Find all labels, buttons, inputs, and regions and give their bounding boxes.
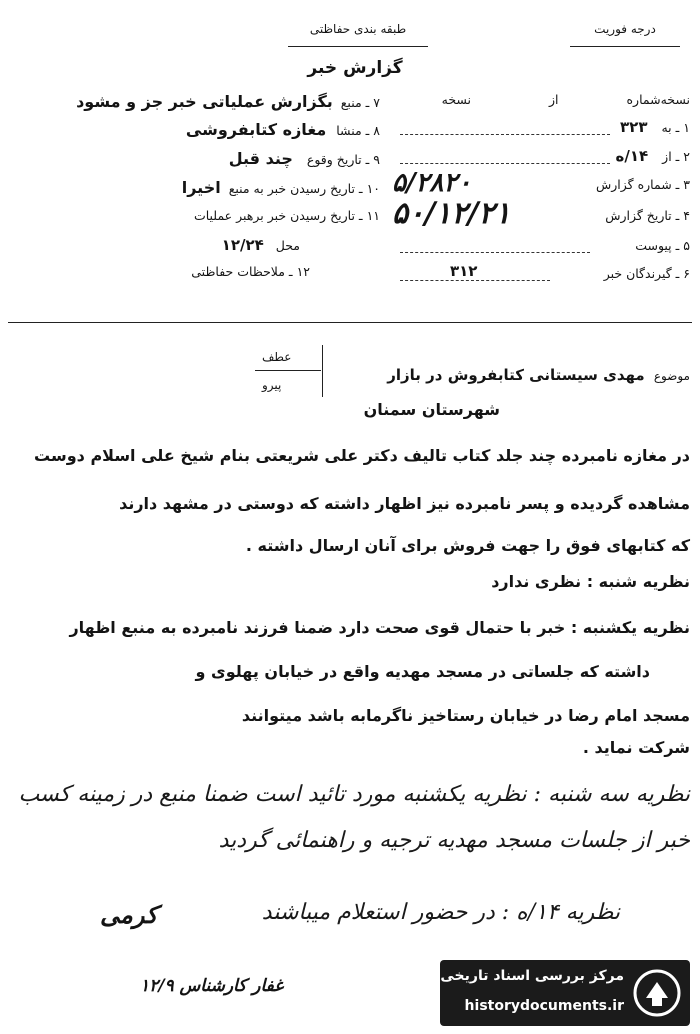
ops-receipt-field [10,208,380,223]
event-date-value: چند قبل [228,149,293,168]
copy-row [390,92,690,107]
notes-label: ۱۲ ـ ملاحظات حفاظتی [191,264,310,279]
from-label: ۲ ـ از [662,149,690,164]
source-receipt-label: ۱۰ ـ تاریخ رسیدن خبر به منبع [228,181,380,196]
body-line: مشاهده گردیده و پسر نامبرده نیز اظهار داشته که دوستی در مشهد دارند [119,494,690,513]
recipients-value: ۳۱۲ [450,262,478,280]
attachment-field [390,238,690,253]
recipients-rule [400,280,550,281]
classification-box [288,14,428,47]
watermark [440,960,690,1026]
from-value: ۱۴/ه [615,147,649,165]
source-receipt-value: اخیرا [181,178,221,197]
subject-city: شهرستان سمنان [363,400,500,419]
ops-receipt-label: ۱۱ ـ تاریخ رسیدن خبر برهبر عملیات [193,208,380,223]
body-line: در مغازه نامبرده چند جلد کتاب تالیف دکتر علی شریعتی بنام شیخ علی اسلام دوست [34,446,690,465]
body-line: داشته که جلساتی در مسجد مهدیه واقع در خیابان پهلوی و [195,662,650,681]
origin-field [10,120,380,139]
subject-row [330,365,690,384]
place-value: ۱۲/۲۴ [221,236,264,254]
reference-divider [322,345,323,397]
body-line: مسجد امام رضا در خیابان رستاخیز ناگرمابه باشد میتوانند [241,706,690,725]
handwritten-line: نظریه سه شنبه : نظریه یکشنبه مورد تائید است ضمنا منبع در زمینه کسب [18,782,690,807]
atf-label: عطف [262,350,292,364]
report-date-label: ۴ ـ تاریخ گزارش [605,208,690,223]
priority-label: درجه فوریت [594,22,656,36]
recipients-label: ۶ ـ گیرندگان خبر [603,266,690,281]
place-field [40,236,300,254]
body-line: نظریه یکشنبه : خبر با حتمال قوی صحت دارد ضمنا فرزند نامبرده به منبع اظهار [69,618,690,637]
peyro-label: پیرو [262,378,282,392]
source-label: ۷ ـ منبع [340,95,380,110]
body-line: شرکت نماید . [582,738,690,757]
header-separator [8,322,692,323]
body-line: نظریه شنبه : نظری ندارد [491,572,690,591]
to-value: ۳۲۳ [620,118,648,136]
footer-note: غفار کارشناس ۱۲/۹ [140,976,284,996]
body-line: که کتابهای فوق را جهت فروش برای آنان ارسال داشته . [245,536,690,555]
event-date-label: ۹ ـ تاریخ وقوع [306,152,380,167]
copy-number-label: نسخه‌شماره [626,92,690,107]
subject-label: موضوع [653,369,690,383]
priority-box [570,14,680,47]
attachment-label: ۵ ـ پیوست [635,238,690,253]
notes-field [30,264,310,279]
origin-label: ۸ ـ منشا [336,123,380,138]
source-value: بگزارش عملیاتی خبر جز و مشود [76,92,333,111]
watermark-url: historydocuments.ir [464,998,624,1014]
signature: کرمی [100,900,158,929]
classification-label: طبقه بندی حفاظتی [309,22,407,36]
attachment-rule [400,252,590,253]
watermark-logo-icon [632,968,682,1018]
to-label: ۱ ـ به [661,120,690,135]
to-rule [400,134,610,135]
from-rule [400,163,610,164]
source-field [10,92,380,111]
report-title: گزارش خبر [307,58,403,78]
reference-rule [255,370,321,371]
place-label: محل [275,238,300,253]
origin-value: مغازه کتابفروشی [185,120,327,139]
recipients-field [390,266,690,281]
copy-label: نسخه [441,92,472,107]
handwritten-line: نظریه ۱۴/ه : در حضور استعلام میباشند [261,900,620,925]
watermark-text: مرکز بررسی اسناد تاریخی [440,968,624,984]
source-receipt-field [10,178,380,197]
report-no-value: ۵/۲۸۲۰ [392,168,472,198]
report-date-value: ۵۰/۱۲/۲۱ [392,196,511,231]
report-no-label: ۳ ـ شماره گزارش [595,177,690,192]
event-date-field [10,149,380,168]
subject-text: مهدی سیستانی کتابفروش در بازار [387,366,645,384]
handwritten-line: خبر از جلسات مسجد مهدیه ترجیه و راهنمائی گردید [218,828,690,853]
copy-from-label: از [549,92,559,107]
